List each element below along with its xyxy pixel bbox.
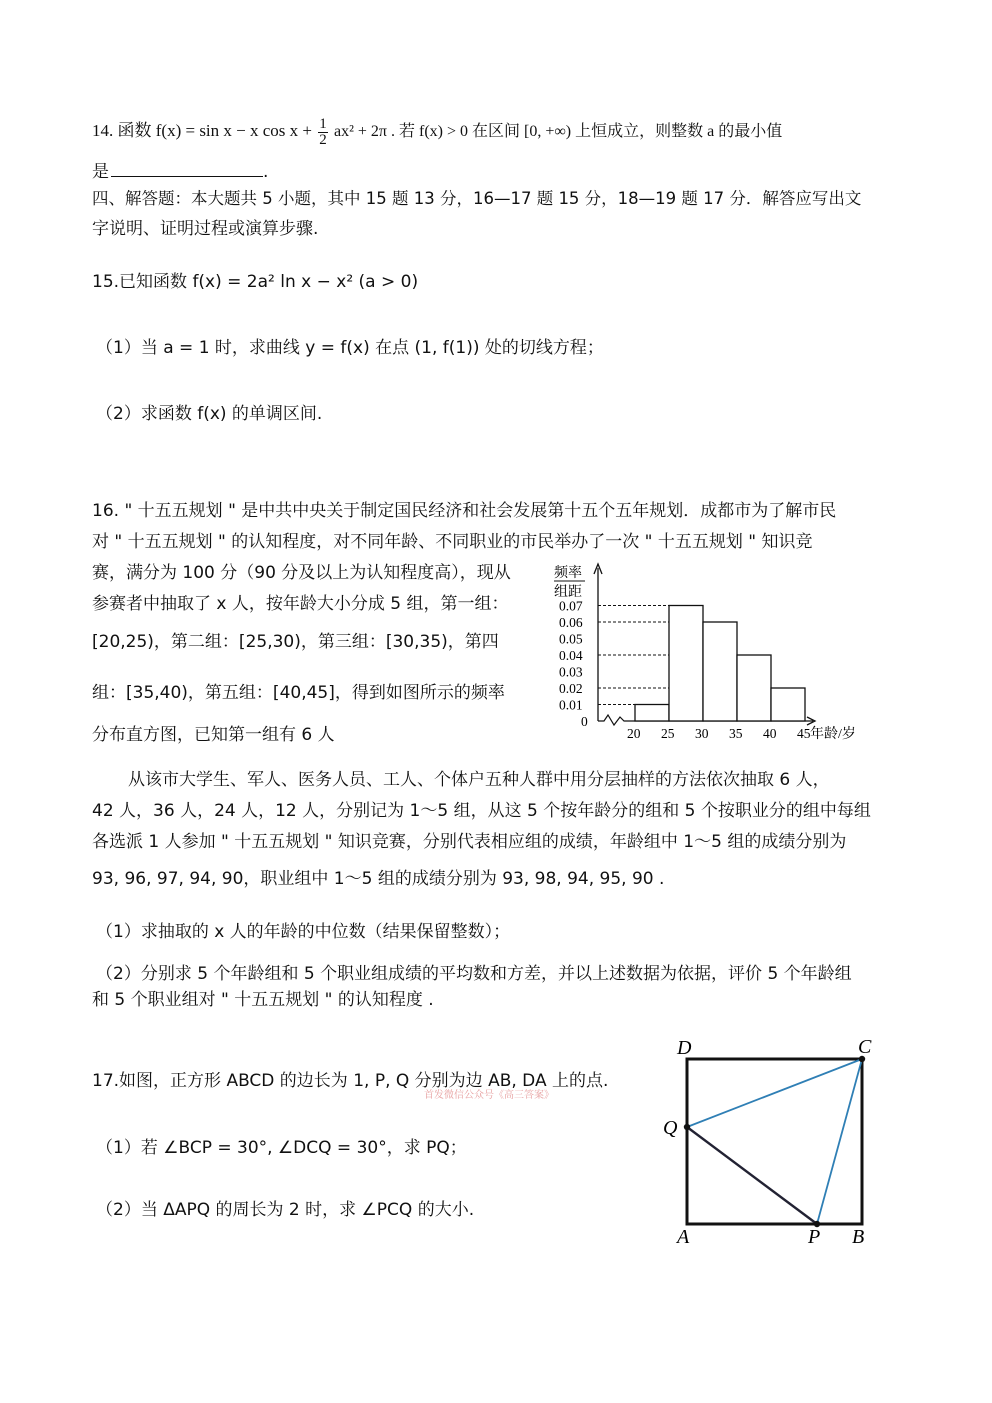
x-tick-label: 45 [797,726,811,741]
y-tick-label: 0 [581,714,588,729]
q16-line2: 对 " 十五五规划 " 的认知程度，对不同年龄、不同职业的市民举办了一次 " 十五五规划 " 知识竞 [92,532,813,552]
q16-line7: 分布直方图，已知第一组有 6 人 [92,725,335,745]
q14-line2-end: . [263,162,269,182]
q16-part2-line2: 和 5 个职业组对 " 十五五规划 " 的认知程度 . [92,990,434,1010]
q16-line5: [20,25)，第二组：[25,30)，第三组：[30,35)，第四 [92,632,499,652]
q15-stem: 15.已知函数 f(x) = 2a² ln x − x² (a > 0) [92,272,419,292]
q16-line6: 组：[35,40)，第五组：[40,45]，得到如图所示的频率 [92,683,505,703]
q16-para2-line3: 各选派 1 人参加 " 十五五规划 " 知识竞赛，分别代表相应组的成绩，年龄组中 1～5 组的成绩分别为 [92,832,847,852]
q15-part2: （2）求函数 f(x) 的单调区间. [96,404,323,424]
point-q [684,1124,690,1130]
y-tick-label: 0.05 [559,631,583,647]
q16-para2-line2: 42 人，36 人，24 人，12 人，分别记为 1～5 组，从这 5 个按年龄分的组和 5 个按职业分的组中每组 [92,801,871,821]
q14-frac-den: 2 [319,131,327,148]
label-a: A [677,1226,690,1248]
q14-line2-text: 是 [92,162,109,182]
q17-part2: （2）当 ΔAPQ 的周长为 2 时，求 ∠PCQ 的大小. [96,1200,475,1220]
q14-formula-b: ax² + 2π . 若 f(x) > 0 在区间 [0, +∞) 上恒成立，则整数 a 的最小值 [334,123,783,140]
q16-line3: 赛，满分为 100 分（90 分及以上为认知程度高），现从 [92,563,511,583]
x-tick-label: 25 [661,726,675,741]
label-c: C [858,1036,872,1058]
segment-cq [687,1059,862,1127]
y-tick-label: 0.04 [559,648,583,663]
x-axis-label: 年龄/岁 [810,727,856,742]
y-tick-label: 0.07 [559,598,583,614]
square-abcd [687,1059,862,1224]
q14-line2 [92,158,268,185]
q14-line1 [92,116,782,148]
q16-part1: （1）求抽取的 x 人的年龄的中位数（结果保留整数）； [96,922,511,942]
x-tick-label: 40 [763,726,777,741]
label-p: P [808,1226,821,1248]
q15-part1: （1）当 a = 1 时，求曲线 y = f(x) 在点 (1, f(1)) 处的切线方程； [96,338,604,358]
histogram-bar [669,606,703,722]
watermark: 首发微信公众号《高三答案》 [424,1090,554,1101]
x-axis-break [598,715,626,725]
q14-text-before: 函数 [117,121,152,141]
section4-line1: 四、解答题：本大题共 5 小题，其中 15 题 13 分，16—17 题 15 分，18—19 题 17 分．解答应写出文 [92,189,862,208]
q16-para2-line1: 从该市大学生、军人、医务人员、工人、个体户五种人群中用分层抽样的方法依次抽取 6 人， [128,770,830,790]
label-b: B [852,1226,865,1248]
q17-stem: 17.如图，正方形 ABCD 的边长为 1, P, Q 分别为边 AB, DA 上的点. [92,1071,609,1091]
q16-line1: 16. " 十五五规划 " 是中共中央关于制定国民经济和社会发展第十五个五年规划．成都市为了解市民 [92,501,837,521]
x-tick-label: 30 [695,726,709,741]
answer-blank [111,158,263,177]
histogram-bar [737,655,771,721]
histogram-bar [703,622,737,721]
square-figure [655,1030,885,1255]
y-tick-label: 0.06 [559,615,583,630]
x-tick-label: 20 [627,726,641,741]
y-tick-label: 0.01 [559,697,583,713]
section4-line2: 字说明、证明过程或演算步骤. [92,219,319,239]
q14-formula-a: f(x) = sin x − x cos x + [155,121,312,140]
q16-para2-line4: 93, 96, 97, 94, 90，职业组中 1～5 组的成绩分别为 93, 98, 94, 95, 90 . [92,869,665,889]
segment-cp [817,1059,862,1224]
x-tick-label: 35 [729,726,743,741]
q16-line4: 参赛者中抽取了 x 人，按年龄大小分成 5 组，第一组： [92,594,509,614]
label-d: D [677,1037,692,1059]
label-q: Q [663,1117,678,1139]
q14-number: 14. [92,121,114,140]
frequency-histogram [545,558,875,748]
y-tick-label: 0.02 [559,681,583,696]
q16-part2-line1: （2）分别求 5 个年龄组和 5 个职业组成绩的平均数和方差，并以上述数据为依据，评价 5 个年龄组 [96,964,852,984]
y-label-bottom: 组距 [554,585,582,600]
q17-part1: （1）若 ∠BCP = 30°, ∠DCQ = 30°，求 PQ； [96,1138,467,1158]
histogram-bar [635,705,669,722]
y-label-top: 频率 [554,566,582,581]
q14-fraction [318,117,328,148]
segment-qp [687,1127,817,1224]
q14-frac-num: 1 [319,115,327,132]
y-tick-label: 0.03 [559,664,583,680]
histogram-bar [771,688,805,721]
